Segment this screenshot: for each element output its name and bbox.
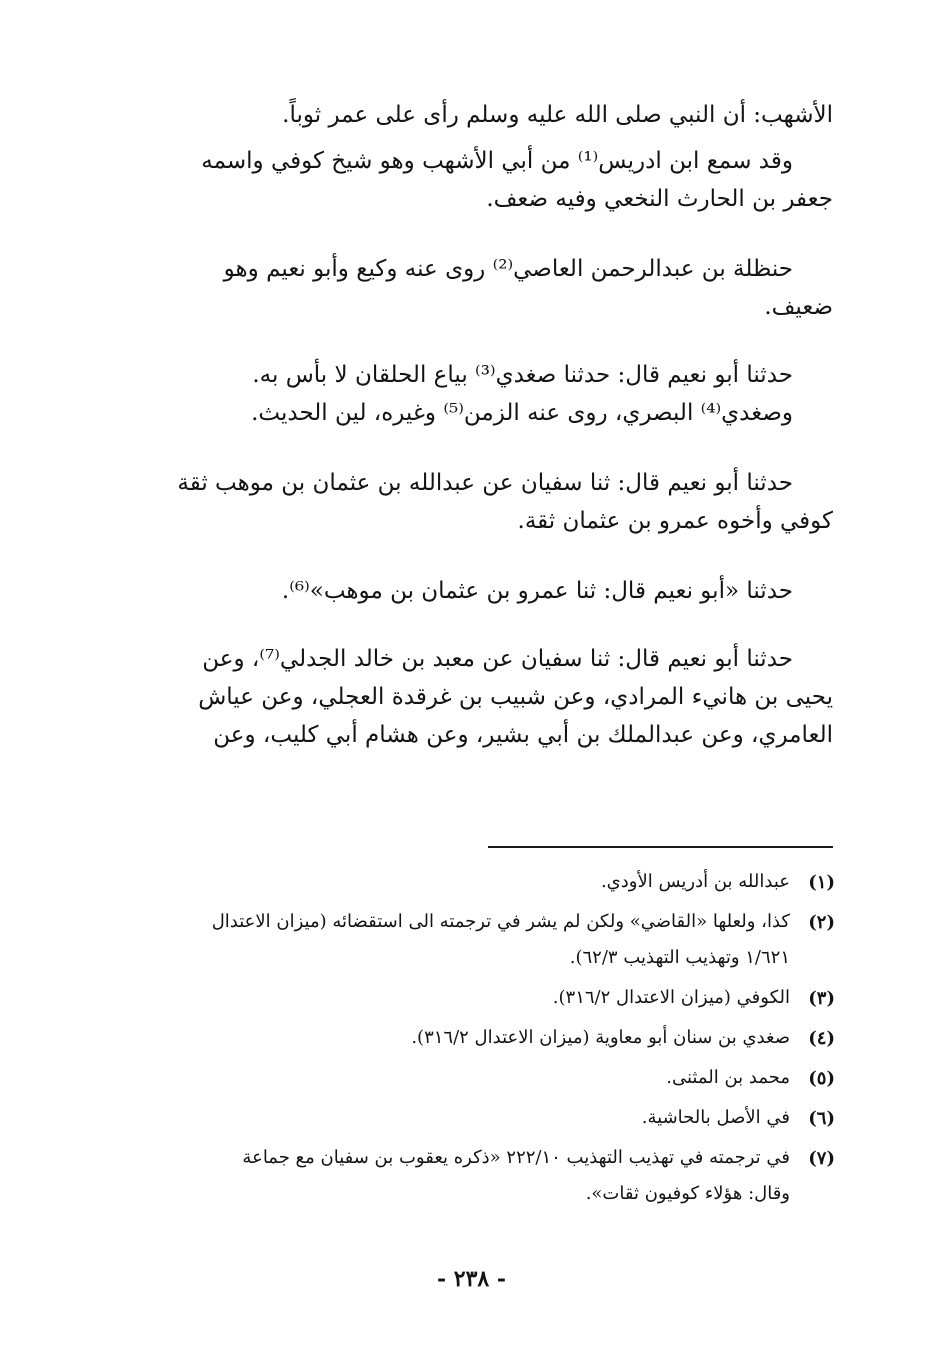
footnote-number: (١) <box>808 872 835 893</box>
paragraph-line: حدثنا «أبو نعيم قال: ثنا عمرو بن عثمان بن موهب»⁽⁶⁾. <box>281 578 793 604</box>
footnote-item <box>135 988 835 1016</box>
footnote-line: كذا، ولعلها «القاضي» ولكن لم يشر في ترجمته الى استقضائه (ميزان الاعتدال <box>211 911 790 932</box>
paragraph-line: وصغدي⁽⁴⁾ البصري، روى عنه الزمن⁽⁵⁾ وغيره، لين الحديث. <box>251 400 793 426</box>
footnote-item <box>135 1028 835 1056</box>
footnote-number: (٤) <box>808 1028 835 1049</box>
footnote-item <box>135 872 835 900</box>
paragraph-line: الأشهب: أن النبي صلى الله عليه وسلم رأى على عمر ثوباً. <box>282 102 833 128</box>
footnote-number: (٦) <box>808 1108 835 1129</box>
footnote-number: (٧) <box>808 1148 835 1169</box>
paragraph-line: كوفي وأخوه عمرو بن عثمان ثقة. <box>517 508 833 534</box>
paragraph-line: حدثنا أبو نعيم قال: حدثنا صغدي⁽³⁾ بياع الحلقان لا بأس به. <box>252 362 793 388</box>
footnote-text <box>135 1140 790 1212</box>
footnote-item <box>135 1108 835 1136</box>
footnote-item <box>135 1148 835 1212</box>
footnote-text: الكوفي (ميزان الاعتدال ٣١٦/٢). <box>552 987 790 1008</box>
paragraph-2 <box>133 142 833 218</box>
footnote-number: (٥) <box>808 1068 835 1089</box>
footnote-line: وقال: هؤلاء كوفيون ثقات». <box>585 1183 790 1204</box>
paragraph-line: ضعيف. <box>764 294 833 320</box>
footnote-line: في ترجمته في تهذيب التهذيب ٢٢٢/١٠ «ذكره يعقوب بن سفيان مع جماعة <box>242 1147 790 1168</box>
paragraph-7 <box>133 640 833 754</box>
paragraph-line: حدثنا أبو نعيم قال: ثنا سفيان عن معبد بن خالد الجدلي⁽⁷⁾، وعن <box>202 646 793 672</box>
footnote-item <box>135 1068 835 1096</box>
page-number: - ٢٣٨ - <box>436 1266 507 1292</box>
footnote-number: (٢) <box>808 912 835 933</box>
footnote-item <box>135 912 835 976</box>
footnote-text: محمد بن المثنى. <box>666 1067 790 1088</box>
footnote-line: ١/٦٢١ وتهذيب التهذيب ٦٢/٣). <box>569 947 790 968</box>
footnote-text <box>135 904 790 976</box>
footnote-text: في الأصل بالحاشية. <box>641 1107 790 1128</box>
footnote-separator <box>488 846 833 848</box>
paragraph-line: وقد سمع ابن ادريس⁽¹⁾ من أبي الأشهب وهو شيخ كوفي واسمه <box>201 148 793 174</box>
paragraph-line: حنظلة بن عبدالرحمن العاصي⁽²⁾ روى عنه وكيع وأبو نعيم وهو <box>223 256 793 282</box>
footnote-text: عبدالله بن أدريس الأودي. <box>600 871 790 892</box>
footnote-number: (٣) <box>808 988 835 1009</box>
paragraph-4 <box>133 356 833 432</box>
paragraph-line: جعفر بن الحارث النخعي وفيه ضعف. <box>486 186 833 212</box>
paragraph-line: يحيى بن هانيء المرادي، وعن شبيب بن غرقدة العجلي، وعن عياش <box>198 684 833 710</box>
paragraph-5 <box>133 464 833 540</box>
paragraph-line: حدثنا أبو نعيم قال: ثنا سفيان عن عبدالله بن عثمان بن موهب ثقة <box>177 470 793 496</box>
footnotes <box>135 872 835 1224</box>
footnote-text: صغدي بن سنان أبو معاوية (ميزان الاعتدال ٣١٦/٢). <box>411 1027 790 1048</box>
paragraph-3 <box>133 250 833 326</box>
paragraph-6 <box>133 572 833 610</box>
paragraph-line: العامري، وعن عبدالملك بن أبي بشير، وعن هشام أبي كليب، وعن <box>213 722 833 748</box>
paragraph-1 <box>133 96 833 134</box>
